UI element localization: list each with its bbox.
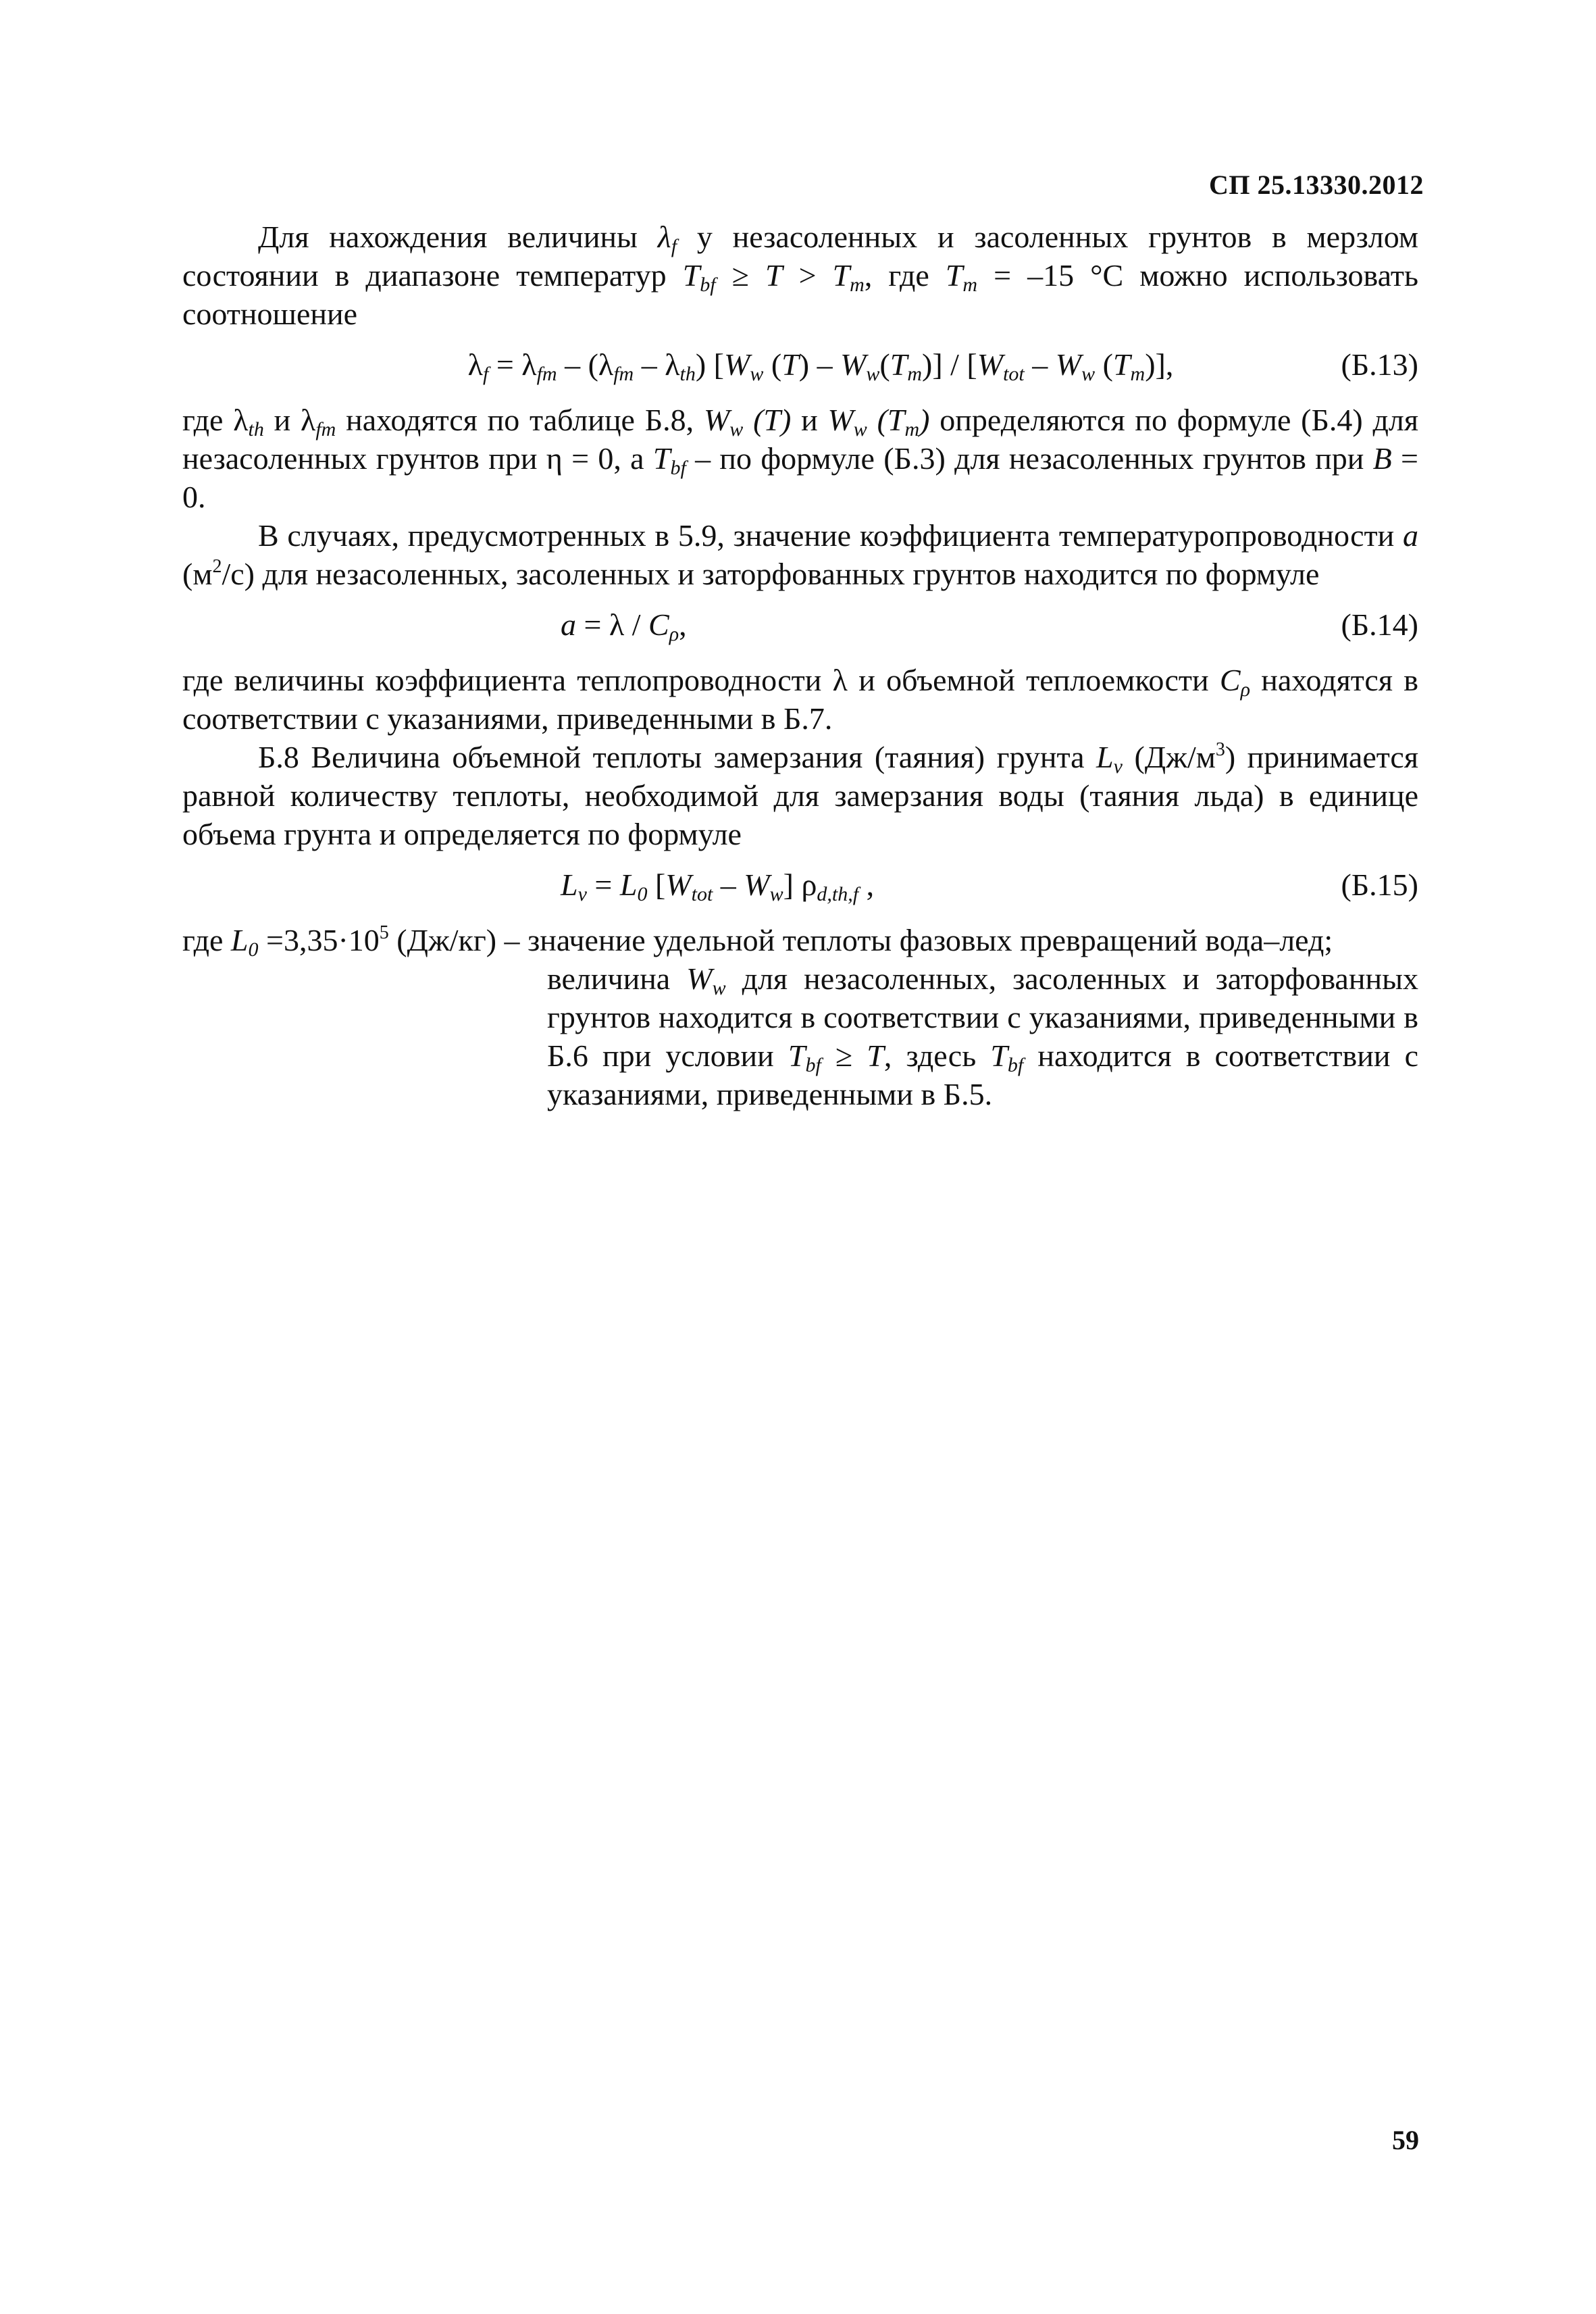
where-hanging-ww: величина $W_w$ для незасоленных, засоленных и заторфованных грунтов находится в соответствии с указаниями, приведенными в Б.6 при условии $T_{bf} \ge T$, здесь $T_{bf}$ находится в соответствии с указаниями, приведенными в Б.5. <box>547 961 1419 1111</box>
document-code-header: СП 25.13330.2012 <box>1209 170 1424 200</box>
formula-b14 <box>182 605 1418 649</box>
formula-b15-number: (Б.15) <box>1341 867 1418 902</box>
where-definitions <box>182 921 1418 1113</box>
formula-b14-number: (Б.14) <box>1341 607 1418 642</box>
paragraph-b8-latent-heat: Б.8 Величина объемной теплоты замерзания (таяния) грунта $L_v$ $(Дж/м^3)$ принимается равной количеству теплоты, необходимой для замерзания воды (таяния льда) в единице объема грунта и определяется по формуле <box>182 739 1418 851</box>
paragraph-lambda-frozen: Для нахождения величины $\lambda_f$ у незасоленных и засоленных грунтов в мерзлом состоянии в диапазоне температур $T_{bf} \ge T > T_m$, где $T_m = -15$ °С можно использовать соотношение <box>182 220 1418 331</box>
paragraph-diffusivity: В случаях, предусмотренных в 5.9, значение коэффициента температуропроводности a $(м^2/с)$ для незасоленных, засоленных и заторфованных грунтов находится по формуле <box>182 518 1418 591</box>
formula-b15-expression: $L_v = L_0$ $[W_{tot} - W_w]$ $\rho_{d,th,f}$ , <box>561 867 875 905</box>
formula-b14-expression: $a = \lambda / C_\rho$, <box>561 607 687 645</box>
formula-b15 <box>182 865 1418 909</box>
where-line-l0: где $L_0 =3,35\cdot 10^5$ (Дж/кг) – значение удельной теплоты фазовых превращений вода–лед; <box>182 922 1333 961</box>
paragraph-where-lambda: где $\lambda_{th}$ и $\lambda_{fm}$ находятся по таблице Б.8, $W_w$ (T) и $W_w$ $(T_m)$ определяются по формуле (Б.4) для незасоленных грунтов при η = 0, а $T_{bf}$ – по формуле (Б.3) для незасоленных грунтов при B = 0. <box>182 403 1418 514</box>
formula-b13-number: (Б.13) <box>1341 347 1418 382</box>
paragraph-where-conductivity: где величины коэффициента теплопроводности λ и объемной теплоемкости $C_\rho$ находятся в соответствии с указаниями, приведенными в Б.7. <box>182 663 1418 736</box>
document-body <box>182 218 1418 1113</box>
formula-b13 <box>182 345 1418 388</box>
page-number: 59 <box>1392 2125 1419 2155</box>
formula-b13-expression: $\lambda_f = \lambda_{fm} - (\lambda_{fm} - \lambda_{th})$ [$W_w$ $(T) - W_w(T_m)] / [W_{tot} - W_w$ $(T_m)$], <box>467 347 1174 385</box>
